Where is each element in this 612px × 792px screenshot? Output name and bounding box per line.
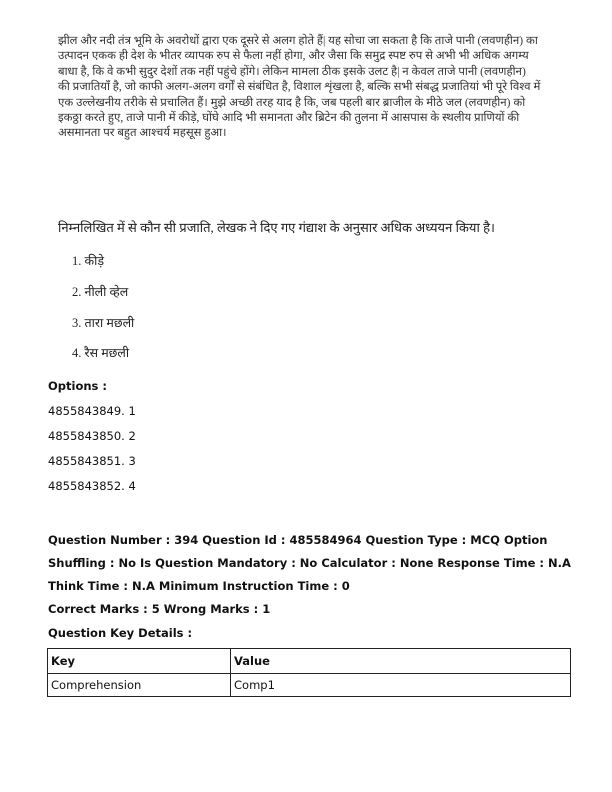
option-item: 4855843850. 2 — [48, 429, 136, 443]
passage-line: इकठ्ठा करते हुए, ताजे पानी में कीड़े, घोंघे आदि भी समानता और ब्रिटेन की तुलना में आसपास के स्थलीय प्राणियों की — [58, 112, 520, 125]
key-details-table — [47, 648, 571, 697]
cell-key: Comprehension — [48, 674, 231, 697]
cell-value: Comp1 — [231, 674, 571, 697]
table-header-row — [48, 649, 571, 674]
options-label: Options : — [48, 379, 107, 393]
option-item: 4855843849. 1 — [48, 404, 136, 418]
option-item: 4855843852. 4 — [48, 479, 136, 493]
option-item: 4855843851. 3 — [48, 454, 136, 468]
passage-line: असमानता पर बहुत आश्चर्य महसूस हुआ। — [58, 127, 227, 140]
passage-line: बाधा है, कि वे कभी सुदुर देशों तक नहीं पहुंचे होंगे। लेकिन मामला ठीक इसके उलट है| न केवल ताजे पानी (लवणहीन) — [58, 65, 526, 78]
choice-1: 1. कीड़े — [72, 254, 105, 268]
choice-2: 2. नीली व्हेल — [72, 285, 129, 299]
question-metadata: Question Number : 394 Question Id : 485584964 Question Type : MCQ Option Shuffling : No Is Question Mandatory : No Calculator : None Response Time : N.A Think Time : N.A Minimum Instruction Time : 0 — [48, 533, 571, 593]
header-value: Value — [231, 649, 571, 674]
passage — [58, 34, 541, 142]
choice-3: 3. तारा मछली — [72, 316, 135, 330]
header-key: Key — [48, 649, 231, 674]
passage-line: उत्पादन एकक ही देश के भीतर व्यापक रुप से फैला नहीं होगा, और जैसा कि समुद्र स्पष्ट रुप से अभी भी अधिक अगम्य — [58, 50, 529, 63]
marks-info: Correct Marks : 5 Wrong Marks : 1 — [48, 602, 271, 616]
passage-line: एक उल्लेखनीय तरीके से प्रचालित हैं। मुझे अच्छी तरह याद है कि, जब पहली बार ब्राजील के मीठे जल (लवणहीन) को — [58, 96, 526, 109]
passage-line: झील और नदी तंत्र भूमि के अवरोधों द्वारा एक दूसरे से अलग होते हैं| यह सोचा जा सकता है कि ताजे पानी (लवणहीन) का — [58, 35, 538, 47]
question-text: निम्नलिखित में से कौन सी प्रजाति, लेखक ने दिए गए गंद्याश के अनुसार अधिक अध्ययन किया है। — [58, 220, 495, 235]
choice-4: 4. रैस मछली — [72, 346, 130, 360]
key-details-heading: Question Key Details : — [48, 626, 193, 640]
passage-line: की प्रजातियाँ है, जो काफी अलग-अलग वर्गों से संबंधित है, विशाल शृंखला है, बल्कि सभी संबद्ध प्रजातियां भी पूरे विश्व में — [58, 81, 541, 94]
table-row — [48, 674, 571, 697]
